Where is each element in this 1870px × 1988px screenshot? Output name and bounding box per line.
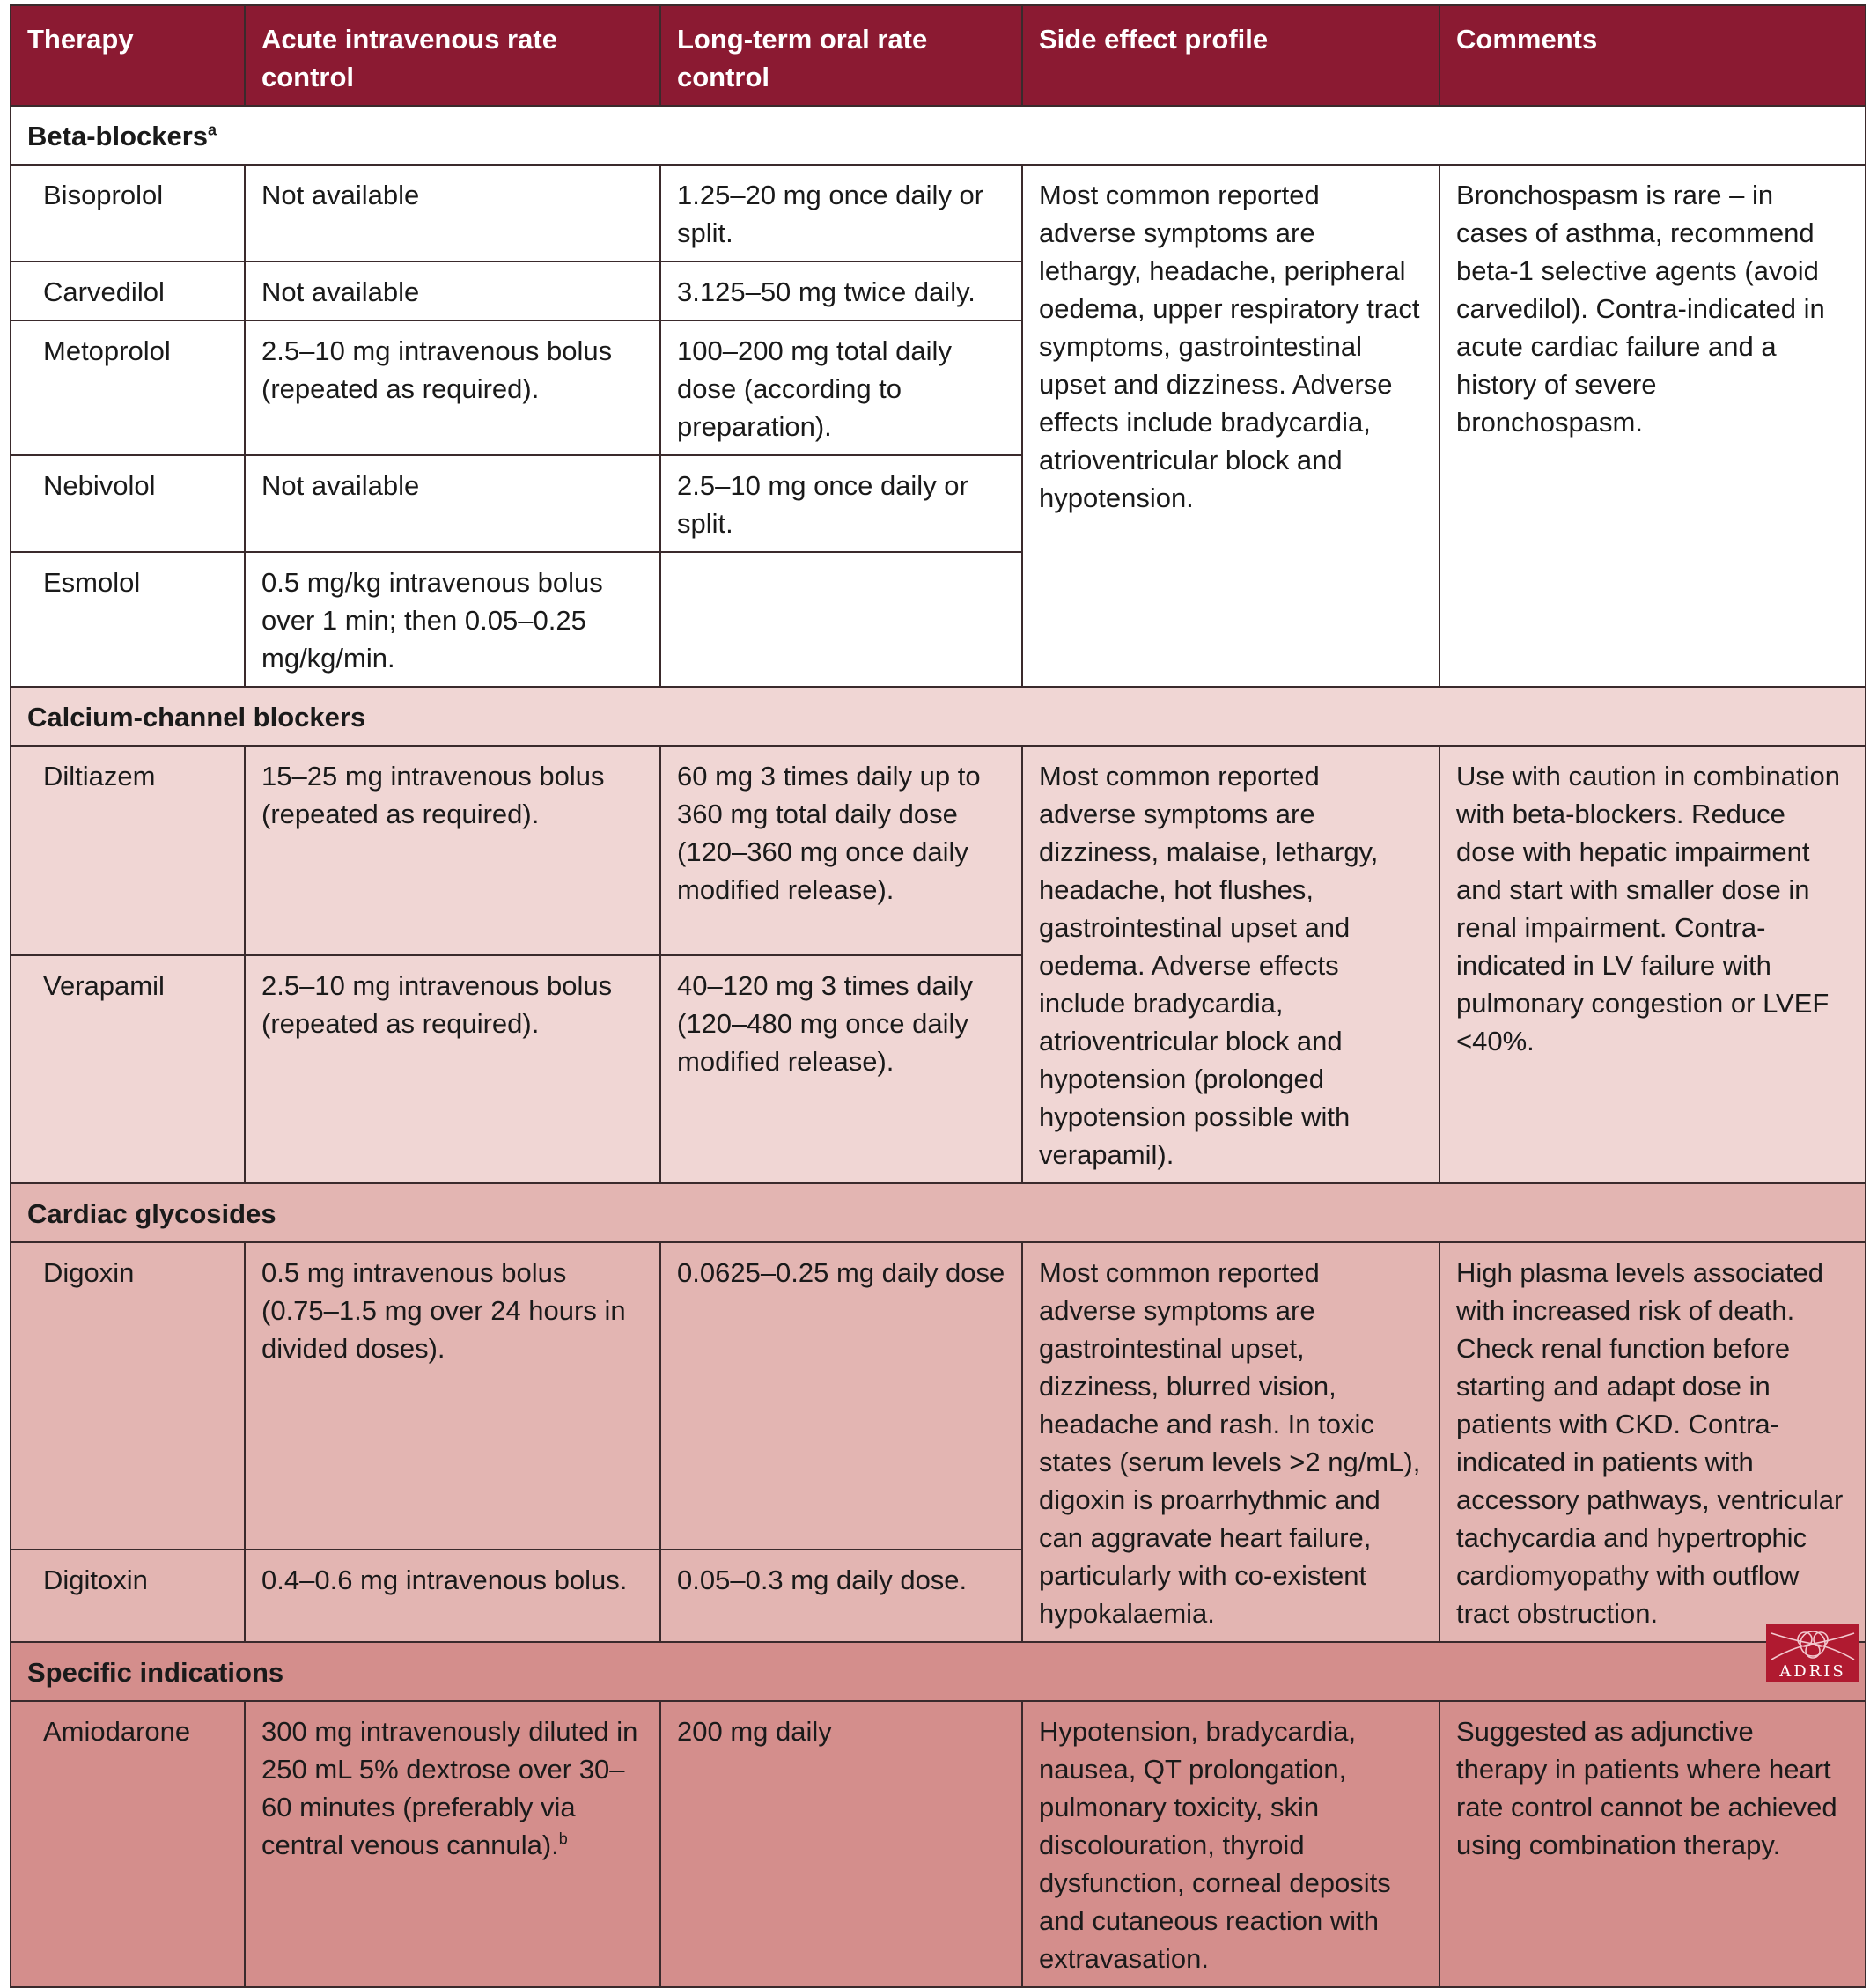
- oral-dose: 100–200 mg total daily dose (according to preparation).: [660, 320, 1022, 455]
- drug-name: Carvedilol: [11, 261, 245, 320]
- footnote-b: b: [558, 1830, 568, 1848]
- group-title-calcium-channel-blockers: Calcium-channel blockers: [11, 687, 1866, 746]
- group-row-beta-blockers: [11, 106, 1866, 165]
- logo-emblem-icon: [1766, 1624, 1859, 1667]
- group-row-calcium-channel-blockers: [11, 687, 1866, 746]
- drug-name: Verapamil: [11, 955, 245, 1183]
- acute-dose: 0.5 mg intravenous bolus (0.75–1.5 mg over 24 hours in divided doses).: [245, 1242, 660, 1550]
- acute-dose: Not available: [245, 261, 660, 320]
- drug-name: Nebivolol: [11, 455, 245, 552]
- acute-dose: 300 mg intravenously diluted in 250 mL 5% dextrose over 30–60 minutes (preferably via central venous cannula).$^b$: [245, 1701, 660, 1987]
- table-row: [11, 746, 1866, 955]
- side-effects-cardiac-glycosides: Most common reported adverse symptoms are gastrointestinal upset, dizziness, blurred vision, headache and rash. In toxic states (serum levels >2 ng/mL), digoxin is proarrhythmic and can aggravate heart failure, particularly with co-existent hypokalaemia.: [1022, 1242, 1439, 1642]
- header-therapy: Therapy: [11, 5, 245, 106]
- drug-name: Digoxin: [11, 1242, 245, 1550]
- comments-amiodarone: Suggested as adjunctive therapy in patients where heart rate control cannot be achieved using combination therapy.: [1439, 1701, 1866, 1987]
- drug-name: Metoprolol: [11, 320, 245, 455]
- table-row: [11, 1701, 1866, 1987]
- logo-text: ADRIS: [1779, 1662, 1846, 1681]
- drug-name: Amiodarone: [11, 1701, 245, 1987]
- acute-dose: Not available: [245, 455, 660, 552]
- oral-dose: 1.25–20 mg once daily or split.: [660, 165, 1022, 261]
- comments-cardiac-glycosides: High plasma levels associated with increased risk of death. Check renal function before starting and adapt dose in patients with CKD. Contra-indicated in patients with accessory pathways, ventricular tachycardia and hypertrophic cardiomyopathy with outflow tract obstruction.: [1439, 1242, 1866, 1642]
- group-row-cardiac-glycosides: [11, 1183, 1866, 1242]
- oral-dose: 200 mg daily: [660, 1701, 1022, 1987]
- group-title-beta-blockers: Beta-blockers$^a$: [11, 106, 1866, 165]
- acute-dose: 2.5–10 mg intravenous bolus (repeated as required).: [245, 955, 660, 1183]
- adris-logo: [1766, 1624, 1859, 1682]
- oral-dose: 0.0625–0.25 mg daily dose: [660, 1242, 1022, 1550]
- group-title-specific-indications: Specific indications: [11, 1642, 1866, 1701]
- acute-dose: 0.5 mg/kg intravenous bolus over 1 min; then 0.05–0.25 mg/kg/min.: [245, 552, 660, 687]
- drug-name: Diltiazem: [11, 746, 245, 955]
- table-row: [11, 165, 1866, 261]
- oral-dose: 0.05–0.3 mg daily dose.: [660, 1550, 1022, 1642]
- oral-dose: 2.5–10 mg once daily or split.: [660, 455, 1022, 552]
- rate-control-table: [10, 4, 1866, 1988]
- acute-dose: 0.4–0.6 mg intravenous bolus.: [245, 1550, 660, 1642]
- comments-calcium-channel-blockers: Use with caution in combination with beta-blockers. Reduce dose with hepatic impairment and start with smaller dose in renal impairment. Contra-indicated in LV failure with pulmonary congestion or LVEF <40%.: [1439, 746, 1866, 1183]
- drug-table-page: [10, 4, 1865, 1974]
- side-effects-calcium-channel-blockers: Most common reported adverse symptoms are dizziness, malaise, lethargy, headache, hot flushes, gastrointestinal upset and oedema. Adverse effects include bradycardia, atrioventricular block and hypotension (prolonged hypotension possible with verapamil).: [1022, 746, 1439, 1183]
- acute-dose: 2.5–10 mg intravenous bolus (repeated as required).: [245, 320, 660, 455]
- side-effects-amiodarone: Hypotension, bradycardia, nausea, QT prolongation, pulmonary toxicity, skin discolouration, thyroid dysfunction, corneal deposits and cutaneous reaction with extravasation.: [1022, 1701, 1439, 1987]
- oral-dose: [660, 552, 1022, 687]
- header-side-effects: Side effect profile: [1022, 5, 1439, 106]
- drug-name: Digitoxin: [11, 1550, 245, 1642]
- drug-name: Bisoprolol: [11, 165, 245, 261]
- oral-dose: 3.125–50 mg twice daily.: [660, 261, 1022, 320]
- header-comments: Comments: [1439, 5, 1866, 106]
- header-row: [11, 5, 1866, 106]
- oral-dose: 40–120 mg 3 times daily (120–480 mg once daily modified release).: [660, 955, 1022, 1183]
- drug-name: Esmolol: [11, 552, 245, 687]
- table-row: [11, 1242, 1866, 1550]
- group-row-specific-indications: [11, 1642, 1866, 1701]
- oral-dose: 60 mg 3 times daily up to 360 mg total daily dose (120–360 mg once daily modified release).: [660, 746, 1022, 955]
- acute-dose: 15–25 mg intravenous bolus (repeated as required).: [245, 746, 660, 955]
- side-effects-beta-blockers: Most common reported adverse symptoms are lethargy, headache, peripheral oedema, upper respiratory tract symptoms, gastrointestinal upset and dizziness. Adverse effects include bradycardia, atrioventricular block and hypotension.: [1022, 165, 1439, 687]
- comments-beta-blockers: Bronchospasm is rare – in cases of asthma, recommend beta-1 selective agents (avoid carvedilol). Contra-indicated in acute cardiac failure and a history of severe bronchospasm.: [1439, 165, 1866, 687]
- footnote-a: a: [208, 121, 217, 139]
- header-oral: Long-term oral rate control: [660, 5, 1022, 106]
- acute-dose: Not available: [245, 165, 660, 261]
- header-acute: Acute intravenous rate control: [245, 5, 660, 106]
- group-title-cardiac-glycosides: Cardiac glycosides: [11, 1183, 1866, 1242]
